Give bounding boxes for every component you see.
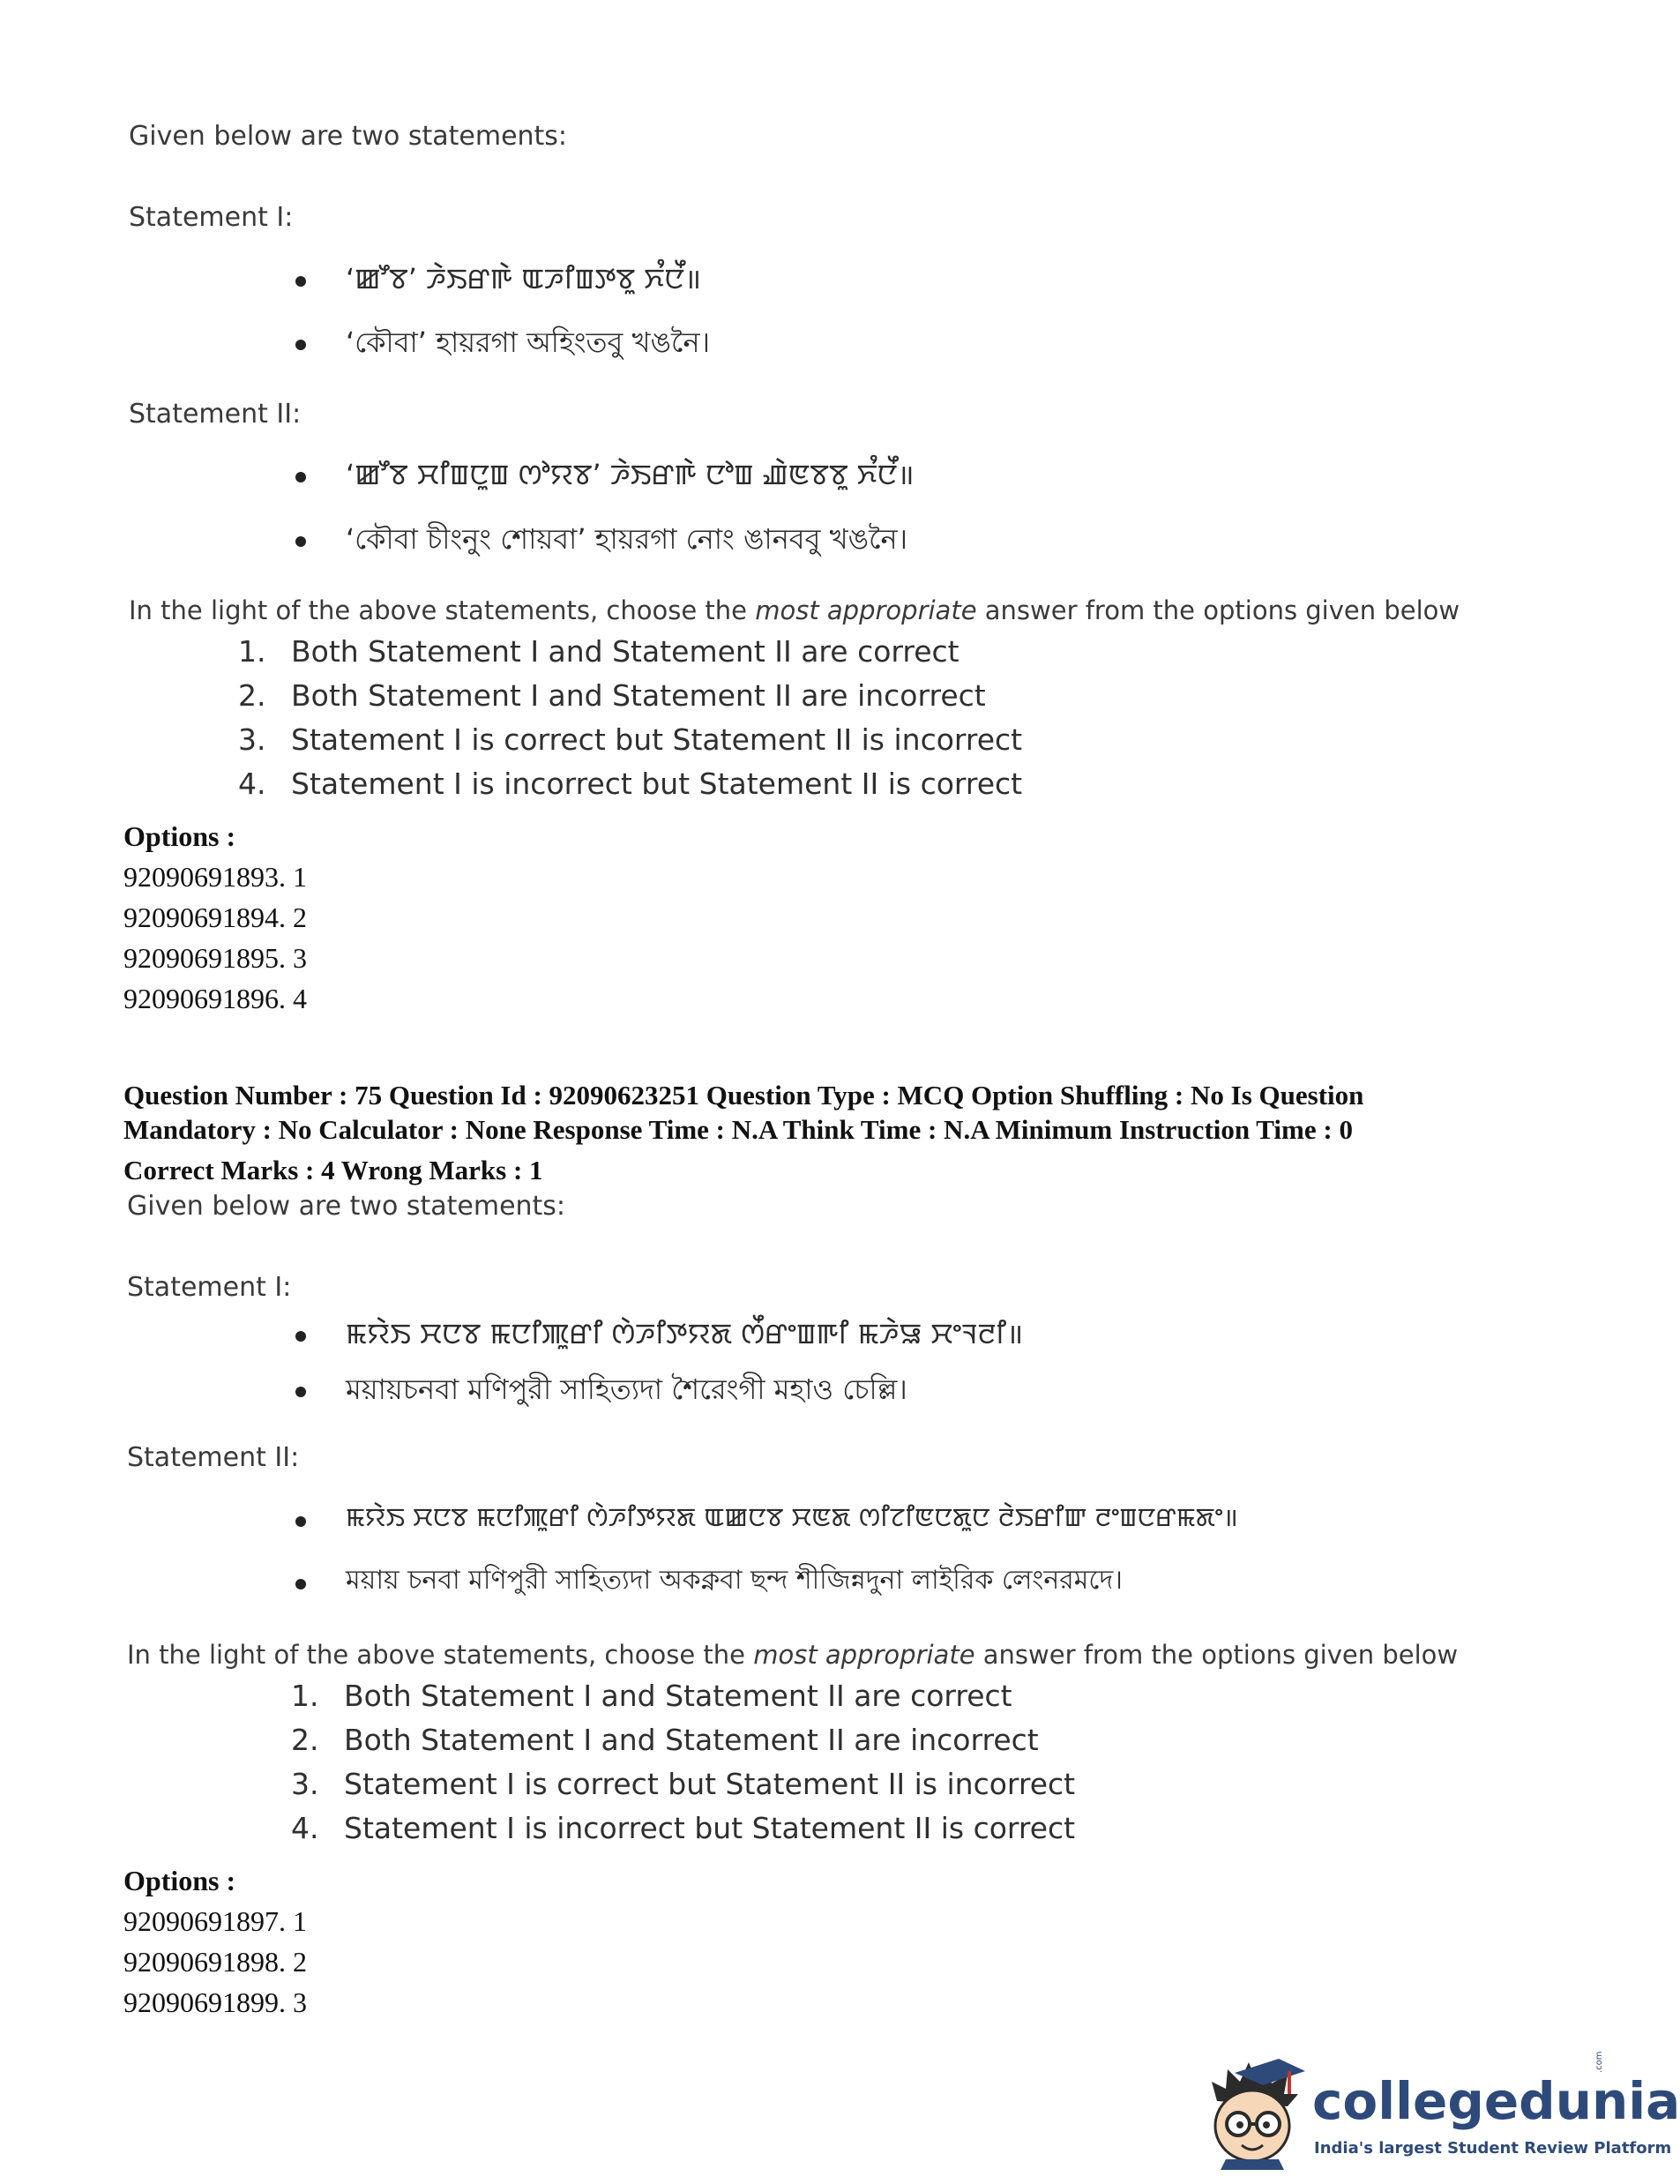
q74-choice: 4. Statement I is incorrect but Statement II is correct <box>238 767 1023 801</box>
q75-meta-line1: Question Number : 75 Question Id : 92090623251 Question Type : MCQ Option Shuffling : No Is Question <box>123 1080 1364 1111</box>
q74-statement1-label: Statement I: <box>129 202 294 233</box>
q74-statement2-meitei: ‘ꯀꯧꯕ ꯆꯤꯡꯅꯨꯡ ꯁꯣꯌꯕ’ ꯍꯥꯏꯔꯒꯥ ꯅꯣꯡ ꯉꯥꯟꯕꯕꯨ ꯈꯪꯅꯩ॥ <box>346 458 915 491</box>
mascot-icon <box>1199 2055 1310 2170</box>
q74-statement1-meitei: ‘ꯀꯧꯕ’ ꯍꯥꯏꯔꯒꯥ ꯑꯍꯤꯡꯇꯕꯨ ꯈꯪꯅꯩ॥ <box>346 262 702 295</box>
q74-intro: Given below are two statements: <box>129 121 568 152</box>
q74-option-id: 92090691895. 3 <box>123 942 307 974</box>
bullet <box>295 536 306 547</box>
q74-choice: 3. Statement I is correct but Statement II is incorrect <box>238 722 1023 757</box>
q75-statement1-label: Statement I: <box>127 1272 292 1303</box>
bullet <box>295 1579 306 1589</box>
q74-options-label: Options : <box>123 820 236 852</box>
q74-statement2-label: Statement II: <box>129 399 302 430</box>
q75-intro: Given below are two statements: <box>127 1191 566 1222</box>
q75-statement2-bengali: ময়ায় চনবা মণিপুরী সাহিত্যদা অকক্নবা ছন্দ শীজিন্নদুনা লাইরিক লেংনরমদে। <box>346 1565 1123 1596</box>
q74-choice: 1. Both Statement I and Statement II are correct <box>238 634 959 669</box>
bullet <box>295 1387 306 1397</box>
bullet <box>295 340 306 350</box>
q75-choice: 3. Statement I is correct but Statement II is incorrect <box>291 1767 1076 1801</box>
q75-option-id: 92090691897. 1 <box>123 1905 307 1937</box>
collegedunia-watermark <box>1199 2051 1680 2179</box>
q75-option-id: 92090691899. 3 <box>123 1986 307 2018</box>
bullet <box>295 276 306 287</box>
q74-option-id: 92090691896. 4 <box>123 983 307 1014</box>
q75-statement1-meitei: ꯃꯌꯥꯏ ꯆꯅꯕ ꯃꯅꯤꯄꯨꯔꯤ ꯁꯥꯍꯤꯇꯌꯗ ꯁꯩꯔꯦꯡꯒꯤ ꯃꯍꯥꯎ ꯆꯦꯜꯂꯤ॥ <box>346 1317 1024 1350</box>
q75-choice: 2. Both Statement I and Statement II are incorrect <box>291 1723 1039 1757</box>
q75-option-id: 92090691898. 2 <box>123 1946 307 1978</box>
q75-instruction: In the light of the above statements, choose the most appropriate answer from the options given below <box>127 1640 1459 1670</box>
q74-instruction: In the light of the above statements, choose the most appropriate answer from the options given below <box>129 595 1460 625</box>
brand-suffix: .com <box>1594 2051 1604 2073</box>
brand-name: collegedunia <box>1312 2071 1680 2131</box>
q74-statement2-bengali: ‘কৌবা চীংনুং শোয়বা’ হায়রগা নোং ঙানববু খঙনৈ। <box>346 522 908 556</box>
q74-option-id: 92090691894. 2 <box>123 901 307 933</box>
q75-statement2-label: Statement II: <box>127 1442 300 1473</box>
bullet <box>295 472 306 482</box>
brand-tagline: India's largest Student Review Platform <box>1314 2139 1672 2158</box>
q75-meta-line2: Mandatory : No Calculator : None Response Time : N.A Think Time : N.A Minimum Instruction Time : 0 <box>123 1114 1353 1145</box>
q75-options-label: Options : <box>123 1865 236 1896</box>
q74-option-id: 92090691893. 1 <box>123 861 307 893</box>
q75-meta-line3: Correct Marks : 4 Wrong Marks : 1 <box>123 1155 543 1185</box>
q75-statement1-bengali: ময়ায়চনবা মণিপুরী সাহিত্যদা শৈরেংগী মহাও চেল্লি। <box>346 1372 907 1406</box>
q74-choice: 2. Both Statement I and Statement II are incorrect <box>238 678 986 713</box>
q75-statement2-meitei: ꯃꯌꯥꯏ ꯆꯅꯕ ꯃꯅꯤꯄꯨꯔꯤ ꯁꯥꯍꯤꯇꯌꯗ ꯑꯀꯅꯕ ꯆꯟꯗ ꯁꯤꯖꯤꯟꯅꯗꯨꯅ ꯂꯥꯏꯔꯤꯛ ꯂꯦꯡꯅꯔꯃꯗꯦ॥ <box>346 1502 1238 1532</box>
q75-choice: 4. Statement I is incorrect but Statement II is correct <box>291 1811 1076 1845</box>
q75-choice: 1. Both Statement I and Statement II are correct <box>291 1679 1012 1713</box>
bullet <box>295 1331 306 1342</box>
q74-statement1-bengali: ‘কৌবা’ হায়রগা অহিংতবু খঙনৈ। <box>346 325 711 359</box>
bullet <box>295 1516 306 1527</box>
